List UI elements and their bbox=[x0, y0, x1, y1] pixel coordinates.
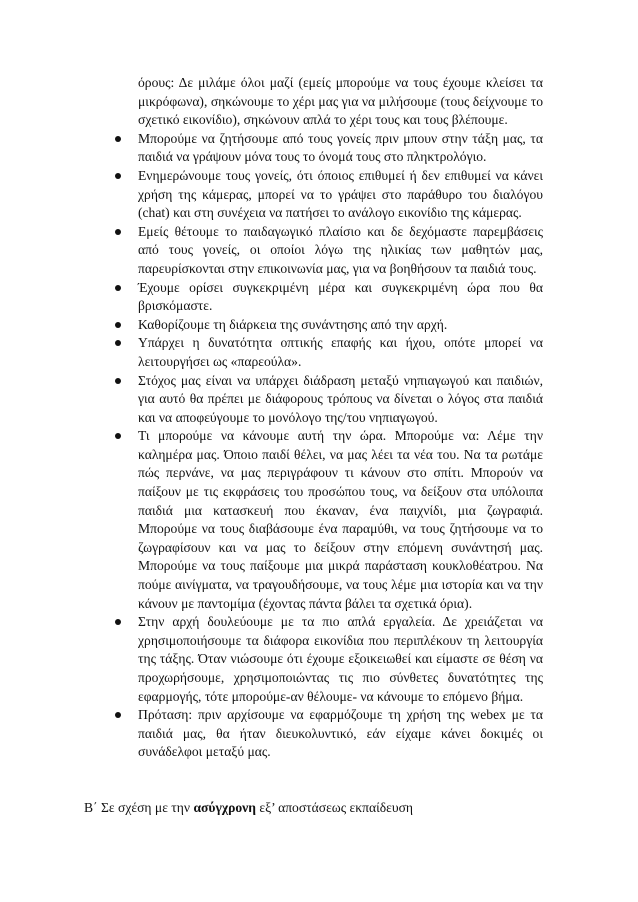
bullet-text: Μπορούμε να ζητήσουμε από τους γονείς πριν μπουν στην τάξη μας, τα παιδιά να γράψουν μόνα τους το όνομά τους στο πληκτρολόγιο. bbox=[138, 130, 543, 165]
continuation-paragraph: όρους: Δε μιλάμε όλοι μαζί (εμείς μπορούμε να τους έχουμε κλείσει τα μικρόφωνα), σηκώνουμε το χέρι μας για να μιλήσουμε (τους δείχνουμε το σχετικό εικονίδιο), σηκώνουν απλά το χέρι τους και τους βλέπουμε. bbox=[138, 75, 543, 128]
bullet-dot-icon bbox=[115, 136, 121, 142]
bullet-dot-icon bbox=[115, 619, 121, 625]
bullet-text: Έχουμε ορίσει συγκεκριμένη μέρα και συγκεκριμένη ώρα που θα βρισκόμαστε. bbox=[138, 279, 543, 314]
bullet-item bbox=[138, 613, 543, 706]
bullet-text: Εμείς θέτουμε το παιδαγωγικό πλαίσιο και δε δεχόμαστε παρεμβάσεις από τους γονείς, οι οποίοι λόγω της ηλικίας των μαθητών μας, παρευρίσκονται στην επικοινωνία μας, για να βοηθήσουν τα παιδιά τους. bbox=[138, 223, 543, 276]
section-heading bbox=[84, 799, 544, 818]
section-heading-suffix: εξ’ αποστάσεως εκπαίδευση bbox=[255, 800, 414, 815]
bullet-dot-icon bbox=[115, 285, 121, 291]
bullet-item bbox=[138, 167, 543, 223]
bullet-dot-icon bbox=[115, 712, 121, 718]
bullet-text: Στην αρχή δουλεύουμε με τα πιο απλά εργαλεία. Δε χρειάζεται να χρησιμοποιήσουμε τα διάφορα εικονίδια που περιπλέκουν τη λειτουργία της τάξης. Όταν νιώσουμε ότι έχουμε εξοικειωθεί και είμαστε σε θέση να προχωρήσουμε, χρησιμοποιώντας τις πιο σύνθετες δυνατότητες της εφαρμογής, τότε μπορούμε-αν θέλουμε- να κάνουμε το επόμενο βήμα. bbox=[138, 614, 543, 704]
bullet-text: Υπάρχει η δυνατότητα οπτικής επαφής και ήχου, οπότε μπορεί να λειτουργήσει ως «παρεούλα». bbox=[138, 335, 543, 369]
bullet-item bbox=[138, 223, 543, 279]
section-heading-prefix: Β΄ Σε σχέση με την bbox=[84, 800, 194, 815]
bullet-text: Στόχος μας είναι να υπάρχει διάδραση μεταξύ νηπιαγωγού και παιδιών, για αυτό θα πρέπει με διάφορους τρόπους να δίνεται ο λόγος στα παιδιά και να αποφεύγουμε το μονόλογο της/του νηπιαγωγού. bbox=[138, 372, 543, 425]
bullet-text: Ενημερώνουμε τους γονείς, ότι όποιος επιθυμεί ή δεν επιθυμεί να κάνει χρήση της κάμερας, μπορεί να το γράψει στο παράθυρο του διαλόγου (chat) και στη συνέχεια να πατήσει το ανάλογο εικονίδιο της κάμερας. bbox=[138, 167, 543, 221]
bullet-dot-icon bbox=[115, 340, 121, 346]
section-heading-bold: ασύγχρονη bbox=[193, 800, 256, 815]
bullet-item bbox=[138, 130, 543, 167]
bullet-item bbox=[138, 706, 543, 762]
bullet-dot-icon bbox=[115, 378, 121, 384]
bullet-item bbox=[138, 372, 543, 428]
bullet-text: Πρόταση: πριν αρχίσουμε να εφαρμόζουμε τη χρήση της webex με τα παιδιά μας, θα ήταν διευκολυντικό, εάν είχαμε κάνει δοκιμές οι συνάδελφοι μεταξύ μας. bbox=[138, 707, 543, 760]
bullet-text: Καθορίζουμε τη διάρκεια της συνάντησης από την αρχή. bbox=[138, 316, 448, 332]
page-body bbox=[138, 74, 543, 762]
bullet-dot-icon bbox=[115, 433, 121, 439]
bullet-item bbox=[138, 279, 543, 316]
bullet-item bbox=[138, 316, 543, 335]
bullet-dot-icon bbox=[115, 322, 121, 328]
bullet-dot-icon bbox=[115, 173, 121, 179]
bullet-item bbox=[138, 334, 543, 371]
bullet-text: Τι μπορούμε να κάνουμε αυτή την ώρα. Μπορούμε να: Λέμε την καλημέρα μας. Όποιο παιδί θέλει, να μας λέει τα νέα του. Να τα ρωτάμε πώς περνάνε, να μας περιγράφουν τι κάνουν στο σπίτι. Μπορούν να παίξουν με τις εκφράσεις του προσώπου τους, να δείξουν στα υπόλοιπα παιδιά μια κατασκευή που έκαναν, ένα παιχνίδι, μια ζωγραφιά. Μπορούμε να τους διαβάσουμε ένα παραμύθι, να τους ζητήσουμε να το ζωγραφίσουν και να μας το δείξουν στην επόμενη συνάντησή μας. Μπορούμε να τους παίξουμε μια μικρά παράσταση κουκλοθέατρου. Να πούμε αινίγματα, να τραγουδήσουμε, να τους λέμε μια ιστορία και να την κάνουν με παντομίμα (έχοντας πάντα βάλει τα σχετικά όρια). bbox=[138, 428, 543, 611]
bullet-item bbox=[138, 427, 543, 613]
bullet-list bbox=[138, 130, 543, 762]
bullet-dot-icon bbox=[115, 229, 121, 235]
